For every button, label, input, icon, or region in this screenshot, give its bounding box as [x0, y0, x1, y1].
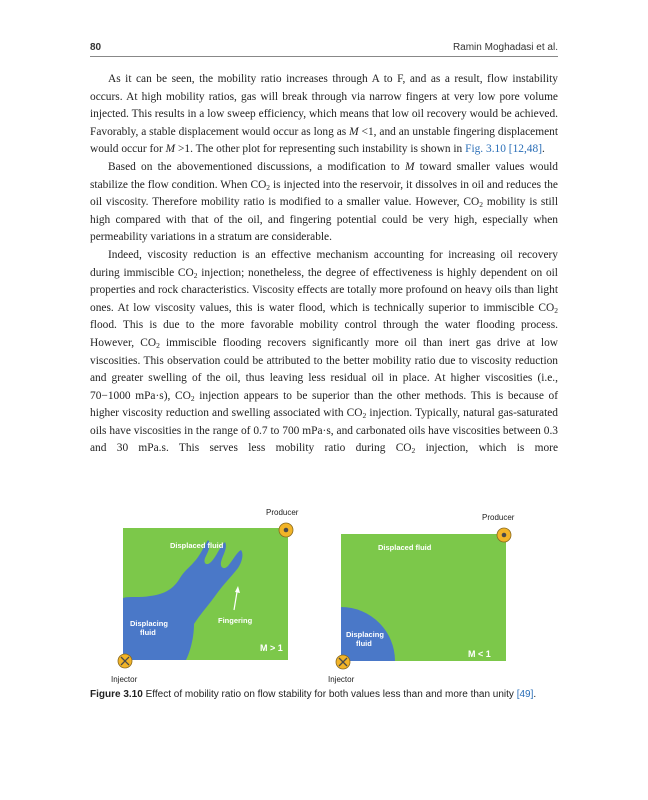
left-displacing-label: Displacing — [130, 619, 168, 628]
paragraph-1: As it can be seen, the mobility ratio increases through A to F, and as a result, flow instability occurs. At high mobility ratios, gas will break through via narrow fingers at very low pore volume injected. This results in a low sweep efficiency, which means that low oil recovery would be achieved. Favorably, a stable displacement would occur as long as M <1, and an unstable fingering displacement would occur for M >1. The other plot for representing such instability is shown in Fig. 3.10 [12,48]. — [90, 73, 558, 156]
figure-caption — [90, 688, 558, 702]
caption-end: . — [533, 689, 537, 700]
page-header — [90, 40, 558, 58]
header-rule — [90, 56, 558, 57]
right-injector-label: Injector — [328, 675, 355, 684]
right-displacing-label-2: fluid — [356, 639, 372, 648]
right-producer-well-dot — [502, 533, 507, 538]
right-displacing-label: Displacing — [346, 630, 384, 639]
page-number: 80 — [90, 42, 102, 53]
paragraph-2: Based on the abovementioned discussions, a modification to M toward smaller values would stabilize the flow condition. When $CO_2$ is injected into the reservoir, it dissolves in oil and reduces the oil viscosity. Therefore mobility ratio is modified to a smaller value. However, $CO_2$ mobility is still high compared with that of the oil, and fingering potential could be very high, especially when permeability variations in a stratum are considerable. — [90, 160, 558, 244]
left-ratio-label: M > 1 — [260, 643, 283, 653]
body-text — [90, 71, 558, 458]
mobility-ratio-figure — [90, 506, 558, 686]
running-authors: Ramin Moghadasi et al. — [452, 42, 558, 53]
figure-label: Figure 3.10 — [90, 689, 143, 700]
left-displacing-label-2: fluid — [140, 628, 156, 637]
left-producer-label: Producer — [266, 508, 299, 517]
paragraph-3: Indeed, viscosity reduction is an effective mechanism accounting for increasing oil recovery during immiscible $CO_2$ injection; nonetheless, the degree of effectiveness is highly dependent on oil properties and rock characteristics. Viscosity effects are totally more profound on heavy oils than light ones. At low viscosity values, this is water flood, which is technically superior to immiscible $CO_2$ flood. This is due to the more favorable mobility control through the water flooding process. However, $CO_2$ immiscible flooding recovers significantly more oil than inert gas drive at low viscosities. This observation could be attributed to the better mobility ratio due to viscosity reduction and greater swelling of the oil, thus leaving less residual oil in place. At higher viscosities (i.e., 70−1000 mPa·s), $CO_2$ injection appears to be superior than the other methods. This is because of higher viscosity reduction and swelling associated with $CO_2$ injection. Typically, natural gas-saturated oils have viscosities in the range of 0.7 to 700 mPa·s, and carbonated oils have viscosities between 0.3 and 30 mPa.s. This serves less mobility ratio during $CO_2$ injection, which is more — [90, 248, 559, 456]
right-displaced-label: Displaced fluid — [378, 543, 432, 552]
left-producer-well-dot — [284, 528, 289, 533]
caption-text: Effect of mobility ratio on flow stability for both values less than and more than unity — [142, 689, 517, 700]
left-injector-label: Injector — [111, 675, 138, 684]
right-panel — [328, 513, 515, 684]
fingering-label: Fingering — [218, 616, 253, 625]
caption-reference[interactable]: [49] — [516, 689, 534, 700]
right-ratio-label: M < 1 — [468, 649, 491, 659]
left-displaced-label: Displaced fluid — [170, 541, 224, 550]
figure-reference[interactable]: Fig. 3.10 [12,48] — [465, 143, 542, 156]
left-panel — [111, 508, 299, 684]
right-producer-label: Producer — [482, 513, 515, 522]
